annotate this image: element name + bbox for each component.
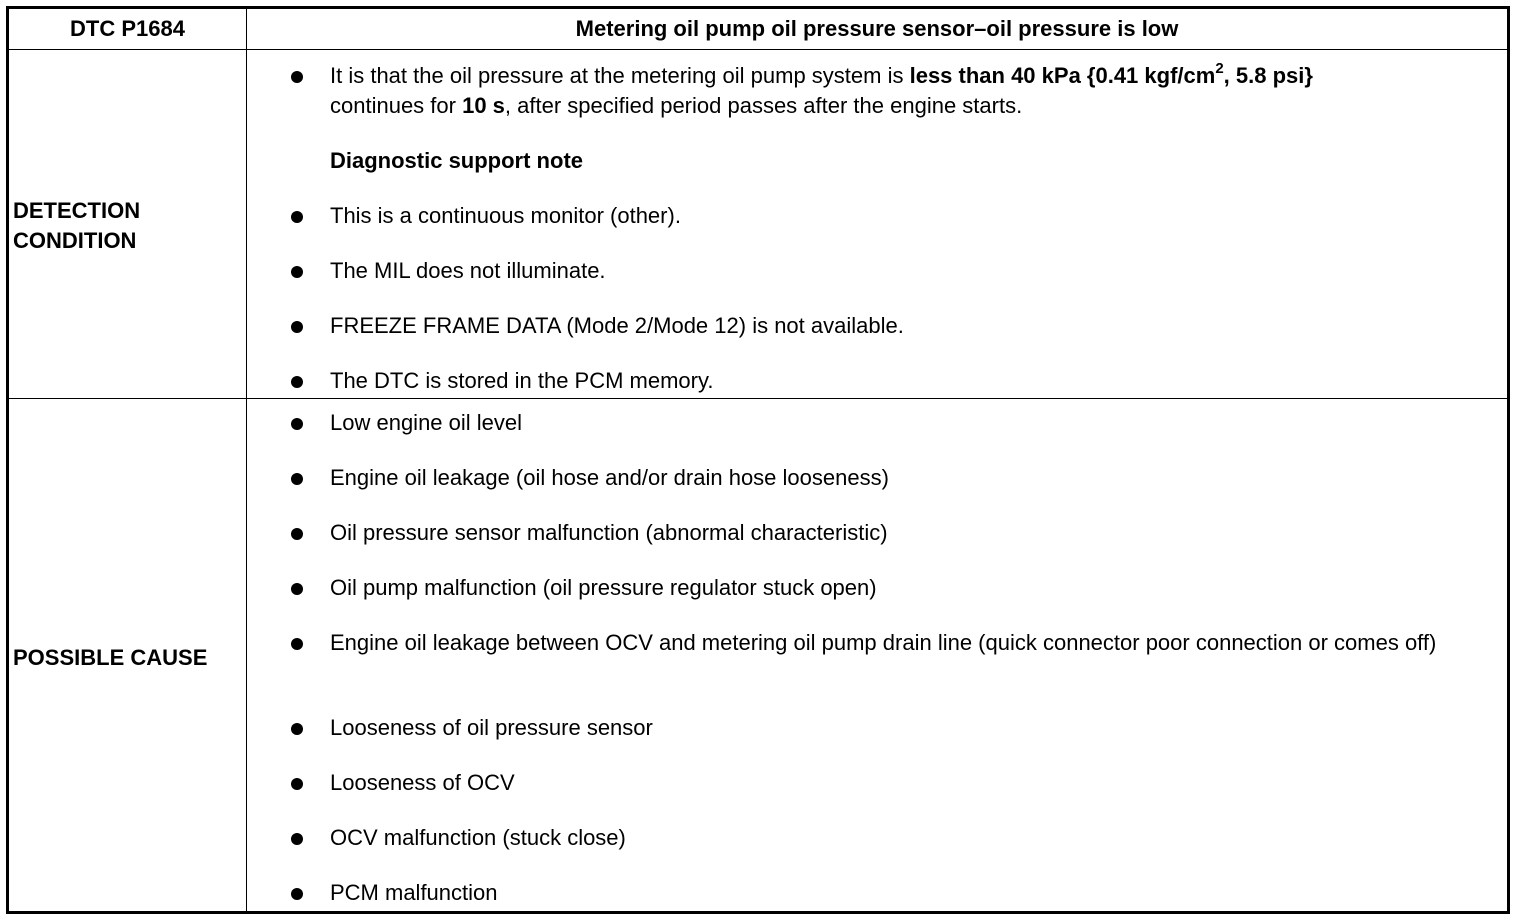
note-item: This is a continuous monitor (other). bbox=[330, 203, 681, 228]
header-divider bbox=[9, 49, 1507, 50]
bullet-icon bbox=[291, 723, 303, 735]
detection-main-text2: continues for bbox=[330, 93, 463, 118]
detection-main-line2 bbox=[330, 91, 1490, 121]
detection-label-line2: CONDITION bbox=[13, 228, 137, 253]
dtc-title: Metering oil pump oil pressure sensor–oil pressure is low bbox=[575, 16, 1179, 41]
cause-item: OCV malfunction (stuck close) bbox=[330, 825, 626, 850]
bullet-icon bbox=[291, 266, 303, 278]
cause-item: Engine oil leakage between OCV and metering oil pump drain line (quick connector poor connection or comes off) bbox=[330, 630, 1437, 655]
detection-main-sup: 2 bbox=[1215, 59, 1224, 77]
bullet-icon bbox=[291, 376, 303, 388]
bullet-icon bbox=[291, 321, 303, 333]
section-divider bbox=[9, 398, 1507, 399]
detection-main-bold3: 10 s bbox=[462, 93, 505, 118]
detection-main-line1 bbox=[330, 61, 1490, 91]
dtc-table bbox=[6, 6, 1510, 914]
diagnostic-note-heading: Diagnostic support note bbox=[330, 148, 583, 173]
bullet-icon bbox=[291, 888, 303, 900]
cause-item: Looseness of OCV bbox=[330, 770, 515, 795]
note-item: The DTC is stored in the PCM memory. bbox=[330, 368, 714, 393]
bullet-icon bbox=[291, 528, 303, 540]
dtc-code: DTC P1684 bbox=[70, 16, 185, 41]
detection-label-line1: DETECTION bbox=[13, 198, 141, 223]
bullet-icon bbox=[291, 638, 303, 650]
bullet-icon bbox=[291, 583, 303, 595]
possible-cause-label: POSSIBLE CAUSE bbox=[13, 645, 208, 670]
cause-item: Engine oil leakage (oil hose and/or drain hose looseness) bbox=[330, 465, 889, 490]
bullet-icon bbox=[291, 211, 303, 223]
note-item: The MIL does not illuminate. bbox=[330, 258, 606, 283]
cause-item: Oil pressure sensor malfunction (abnormal characteristic) bbox=[330, 520, 888, 545]
detection-main-bold1: less than 40 kPa {0.41 kgf/cm bbox=[909, 63, 1216, 88]
column-divider bbox=[246, 9, 247, 911]
cause-item: Looseness of oil pressure sensor bbox=[330, 715, 653, 740]
cause-item: PCM malfunction bbox=[330, 880, 498, 905]
bullet-icon bbox=[291, 833, 303, 845]
detection-main-bold2: , 5.8 psi} bbox=[1223, 63, 1313, 88]
bullet-icon bbox=[291, 71, 303, 83]
bullet-icon bbox=[291, 418, 303, 430]
cause-item: Low engine oil level bbox=[330, 410, 523, 435]
bullet-icon bbox=[291, 778, 303, 790]
bullet-icon bbox=[291, 473, 303, 485]
note-item: FREEZE FRAME DATA (Mode 2/Mode 12) is not available. bbox=[330, 313, 904, 338]
cause-item: Oil pump malfunction (oil pressure regulator stuck open) bbox=[330, 575, 877, 600]
detection-main-text1: It is that the oil pressure at the metering oil pump system is bbox=[330, 63, 910, 88]
detection-main-text3: , after specified period passes after the engine starts. bbox=[504, 93, 1023, 118]
